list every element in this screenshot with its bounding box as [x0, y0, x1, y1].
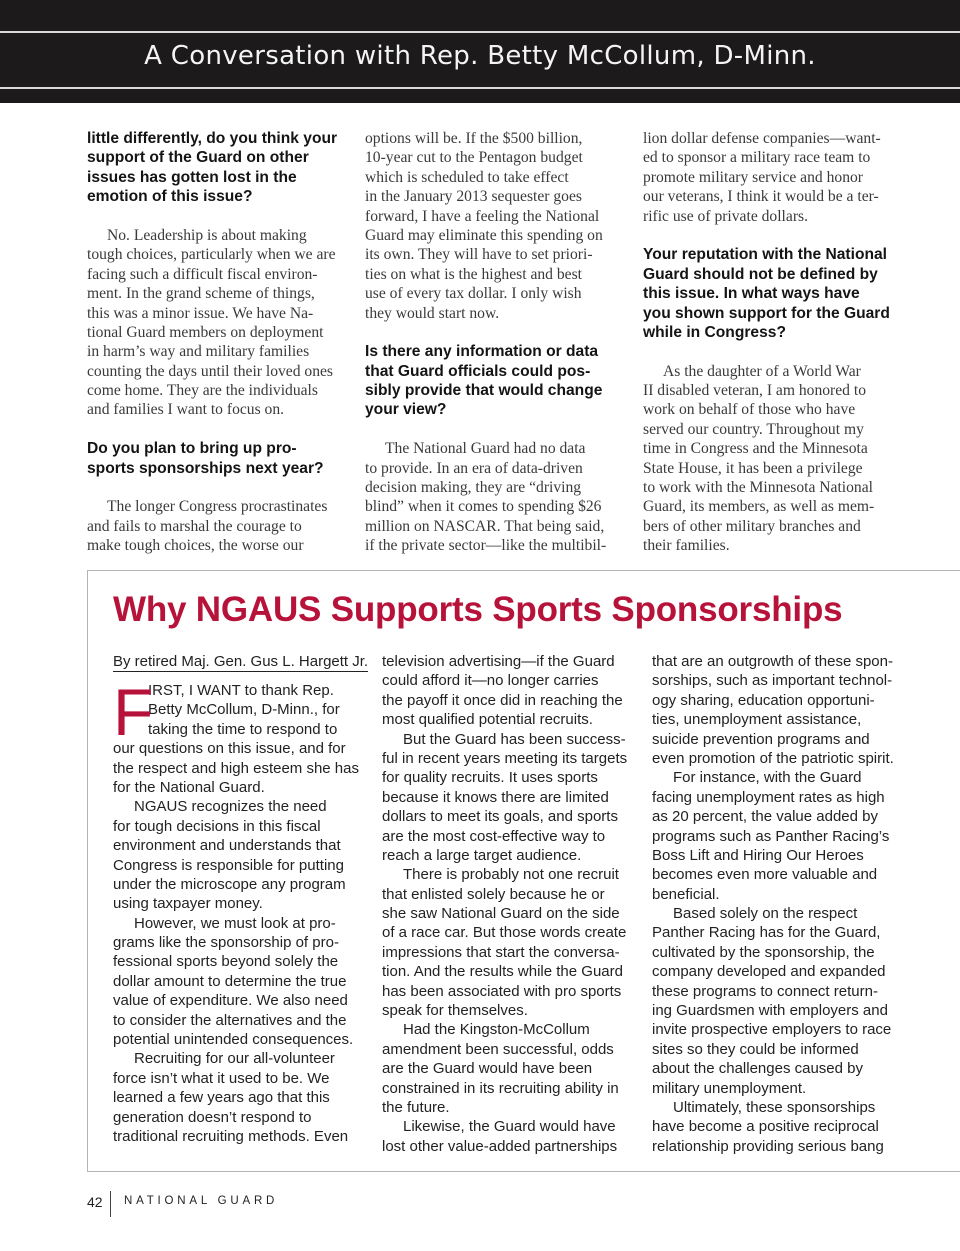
paragraph — [652, 904, 910, 1098]
text-line: and fails to marshal the courage to — [87, 517, 302, 535]
text-line: learned a few years ago that this — [113, 1089, 330, 1107]
sidebar-column-1 — [113, 652, 371, 1146]
text-line: Had the Kingston-McCollum — [403, 1021, 590, 1039]
text-line: our veterans, I think it would be a ter- — [643, 188, 879, 206]
interview-column-3 — [643, 129, 905, 556]
text-line: as 20 percent, the value added by — [652, 808, 878, 826]
text-line: company developed and expanded — [652, 963, 886, 981]
text-line: However, we must look at pro- — [134, 914, 336, 932]
text-line: fessional sports beyond solely the — [113, 953, 339, 971]
text-line: of a race car. But those words create — [382, 924, 627, 942]
text-line: while in Congress? — [643, 323, 786, 341]
text-line: time in Congress and the Minnesota — [643, 440, 868, 458]
text-line: little differently, do you think your — [87, 130, 338, 147]
text-line: Guard may eliminate this spending on — [365, 226, 603, 244]
text-line: decision making, they are “driving — [365, 479, 582, 497]
text-line: force isn’t what it used to be. We — [113, 1069, 330, 1087]
text-line: suicide prevention programs and — [652, 730, 870, 748]
text-line: Likewise, the Guard would have — [403, 1118, 616, 1136]
text-line: your view? — [365, 401, 447, 419]
text-line: the payoff it once did in reaching the — [382, 691, 623, 709]
text-line: sports sponsorships next year? — [87, 459, 324, 477]
text-line: sibly provide that would change — [365, 382, 603, 400]
question-block — [365, 342, 627, 420]
text-line: served our country. Throughout my — [643, 420, 864, 438]
text-line: Guard, its members, as well as mem- — [643, 498, 875, 516]
text-line: ful in recent years meeting its targets — [382, 749, 628, 767]
text-line: to consider the alternatives and the — [113, 1011, 347, 1029]
text-line: counting the days until their loved ones — [87, 362, 333, 380]
text-line: use of every tax dollar. I only wish — [365, 285, 582, 303]
paragraph — [382, 652, 640, 730]
text-line: to provide. In an era of data-driven — [365, 459, 583, 477]
text-line: Your reputation with the National — [643, 246, 888, 264]
text-line: facing unemployment rates as high — [652, 788, 885, 806]
text-line: ing Guardsmen with employers and — [652, 1002, 888, 1020]
paragraph — [382, 1020, 640, 1117]
text-line: forward, I have a feeling the National — [365, 207, 600, 225]
sidebar-column-3 — [652, 652, 910, 1156]
paragraph — [382, 1117, 640, 1156]
text-line: which is scheduled to take effect — [365, 168, 569, 186]
paragraph — [113, 914, 371, 1050]
text-line: bers of other military branches and — [643, 517, 861, 535]
text-line: blind” when it comes to spending $26 — [365, 498, 602, 516]
sidebar-column-2 — [382, 652, 640, 1156]
text-line: ogy sharing, education opportuni- — [652, 691, 875, 709]
text-line: amendment been successful, odds — [382, 1040, 614, 1058]
footer-divider — [110, 1191, 111, 1217]
text-line: are the Guard would have been — [382, 1060, 593, 1078]
text-line: traditional recruiting methods. Even — [113, 1127, 349, 1145]
text-line: For instance, with the Guard — [673, 769, 862, 787]
text-line: reach a large target audience. — [382, 846, 582, 864]
text-line: Is there any information or data — [365, 343, 599, 361]
text-line: taking the time to respond to — [148, 720, 338, 738]
text-line: tional Guard members on deployment — [87, 323, 324, 341]
text-line: that enlisted solely because he or — [382, 885, 605, 903]
text-line: promote military service and honor — [643, 168, 863, 186]
text-line: because it knows there are limited — [382, 788, 609, 806]
text-line: its own. They will have to set priori- — [365, 246, 593, 264]
text-line: have become a positive reciprocal — [652, 1118, 879, 1136]
paragraph — [652, 768, 910, 904]
text-line: lost other value-added partnerships — [382, 1137, 618, 1155]
answer-block — [87, 226, 349, 420]
text-line: generation doesn’t respond to — [113, 1108, 312, 1126]
text-line: sites so they could be informed — [652, 1040, 859, 1058]
text-line: television advertising—if the Guard — [382, 653, 615, 670]
header-rule-top — [0, 31, 960, 33]
text-line: make tough choices, the worse our — [87, 537, 304, 555]
paragraph — [652, 1098, 910, 1156]
text-line: for tough decisions in this fiscal — [113, 817, 321, 835]
text-line: dollar amount to determine the true — [113, 972, 347, 990]
text-line: speak for themselves. — [382, 1002, 528, 1020]
text-line: support of the Guard on other — [87, 149, 309, 167]
text-line: are the most cost-effective way to — [382, 827, 606, 845]
text-line: grams like the sponsorship of pro- — [113, 934, 339, 952]
text-line: sorships, such as important technol- — [652, 672, 893, 690]
text-line: The National Guard had no data — [385, 440, 586, 458]
text-line: Recruiting for our all-volunteer — [134, 1050, 335, 1068]
answer-block — [643, 129, 905, 226]
question-block — [643, 245, 905, 342]
sidebar-title: Why NGAUS Supports Sports Sponsorships — [113, 590, 843, 629]
text-line: could afford it—no longer carries — [382, 672, 599, 690]
text-line: for quality recruits. It uses sports — [382, 769, 598, 787]
text-line: emotion of this issue? — [87, 188, 253, 206]
text-line: using taxpayer money. — [113, 895, 263, 913]
text-line: tion. And the results while the Guard — [382, 963, 623, 981]
text-line: has been associated with pro sports — [382, 982, 622, 1000]
text-line: ties on what is the highest and best — [365, 265, 582, 283]
answer-block — [365, 129, 627, 323]
text-line: impressions that start the conversa- — [382, 943, 620, 961]
text-line: ed to sponsor a military race team to — [643, 149, 871, 167]
text-line: State House, it has been a privilege — [643, 459, 863, 477]
text-line: Congress is responsible for putting — [113, 856, 344, 874]
text-line: in the January 2013 sequester goes — [365, 188, 582, 206]
text-line: The longer Congress procrastinates — [107, 498, 328, 516]
text-line: tough choices, particularly when we are — [87, 246, 336, 264]
text-line: beneficial. — [652, 885, 720, 903]
text-line: for the National Guard. — [113, 778, 265, 796]
text-line: constrained in its recruiting ability in — [382, 1079, 619, 1097]
text-line: even promotion of the patriotic spirit. — [652, 749, 894, 767]
text-line: cultivated by the sponsorship, the — [652, 943, 875, 961]
text-line: Panther Racing has for the Guard, — [652, 924, 881, 942]
header-band — [0, 0, 960, 103]
text-line: million on NASCAR. That being said, — [365, 517, 605, 535]
page-number: 42 — [87, 1194, 103, 1210]
text-line: Based solely on the respect — [673, 905, 858, 923]
text-line: ment. In the grand scheme of things, — [87, 285, 315, 303]
text-line: if the private sector—like the multibil- — [365, 537, 607, 555]
text-line: dollars to meet its goals, and sports — [382, 808, 618, 826]
text-line: in harm’s way and military families — [87, 343, 310, 361]
text-line: these programs to connect return- — [652, 982, 878, 1000]
text-line: that are an outgrowth of these spon- — [652, 653, 893, 670]
text-line: this was a minor issue. We have Na- — [87, 304, 314, 322]
question-block — [87, 129, 349, 207]
text-line: There is probably not one recruit — [403, 866, 619, 884]
text-line: this issue. In what ways have — [643, 285, 860, 303]
text-line: invite prospective employers to race — [652, 1021, 892, 1039]
text-line: becomes even more valuable and — [652, 866, 878, 884]
paragraph — [113, 1049, 371, 1146]
text-line: about the challenges caused by — [652, 1060, 863, 1078]
text-line: ties, unemployment assistance, — [652, 711, 862, 729]
text-line: and families I want to focus on. — [87, 401, 285, 419]
text-line: facing such a difficult fiscal environ- — [87, 265, 318, 283]
text-line: Do you plan to bring up pro- — [87, 440, 297, 458]
answer-block — [643, 362, 905, 556]
text-line: our questions on this issue, and for — [113, 740, 346, 758]
magazine-name: NATIONAL GUARD — [124, 1195, 279, 1207]
text-line: to work with the Minnesota National — [643, 479, 873, 497]
text-line: programs such as Panther Racing’s — [652, 827, 890, 845]
text-line: As the daughter of a World War — [663, 362, 861, 380]
text-line: lion dollar defense companies—want- — [643, 130, 881, 147]
text-line: IRST, I WANT to thank Rep. — [148, 682, 334, 699]
question-block — [87, 439, 349, 478]
interview-column-2 — [365, 129, 627, 556]
text-line: Boss Lift and Hiring Our Heroes — [652, 846, 864, 864]
text-line: their families. — [643, 537, 730, 555]
text-line: she saw National Guard on the side — [382, 905, 620, 923]
paragraph — [382, 730, 640, 866]
text-line: the respect and high esteem she has — [113, 759, 359, 777]
text-line: NGAUS recognizes the need — [134, 798, 327, 816]
paragraph — [382, 865, 640, 1020]
text-line: come home. They are the individuals — [87, 382, 318, 400]
interview-column-1 — [87, 129, 349, 556]
text-line: Ultimately, these sponsorships — [673, 1098, 876, 1116]
text-line: potential unintended consequences. — [113, 1031, 354, 1049]
text-line: But the Guard has been success- — [403, 730, 626, 748]
text-line: work on behalf of those who have — [643, 401, 856, 419]
text-line: most qualified potential recruits. — [382, 711, 593, 729]
text-line: you shown support for the Guard — [643, 304, 890, 322]
text-line: issues has gotten lost in the — [87, 168, 297, 186]
text-line: Guard should not be defined by — [643, 265, 878, 283]
text-line: options will be. If the $500 billion, — [365, 130, 583, 147]
text-line: relationship providing serious bang — [652, 1137, 884, 1155]
text-line: that Guard officials could pos- — [365, 362, 591, 380]
text-line: Betty McCollum, D-Minn., for — [148, 701, 340, 719]
text-line: under the microscope any program — [113, 875, 346, 893]
text-line: 10-year cut to the Pentagon budget — [365, 149, 583, 167]
text-line: environment and understands that — [113, 837, 341, 855]
paragraph — [652, 652, 910, 768]
answer-block — [365, 439, 627, 555]
banner-title: A Conversation with Rep. Betty McCollum, D-Minn. — [144, 41, 816, 71]
text-line: value of expenditure. We also need — [113, 992, 348, 1010]
text-line: military unemployment. — [652, 1079, 807, 1097]
text-line: No. Leadership is about making — [107, 226, 307, 244]
text-line: rific use of private dollars. — [643, 207, 808, 225]
paragraph — [113, 797, 371, 913]
drop-cap: F — [113, 675, 154, 749]
header-rule-bottom — [0, 87, 960, 89]
answer-block — [87, 497, 349, 555]
text-line: II disabled veteran, I am honored to — [643, 382, 866, 400]
byline: By retired Maj. Gen. Gus L. Hargett Jr. — [113, 653, 369, 670]
text-line: they would start now. — [365, 304, 500, 322]
text-line: the future. — [382, 1098, 450, 1116]
